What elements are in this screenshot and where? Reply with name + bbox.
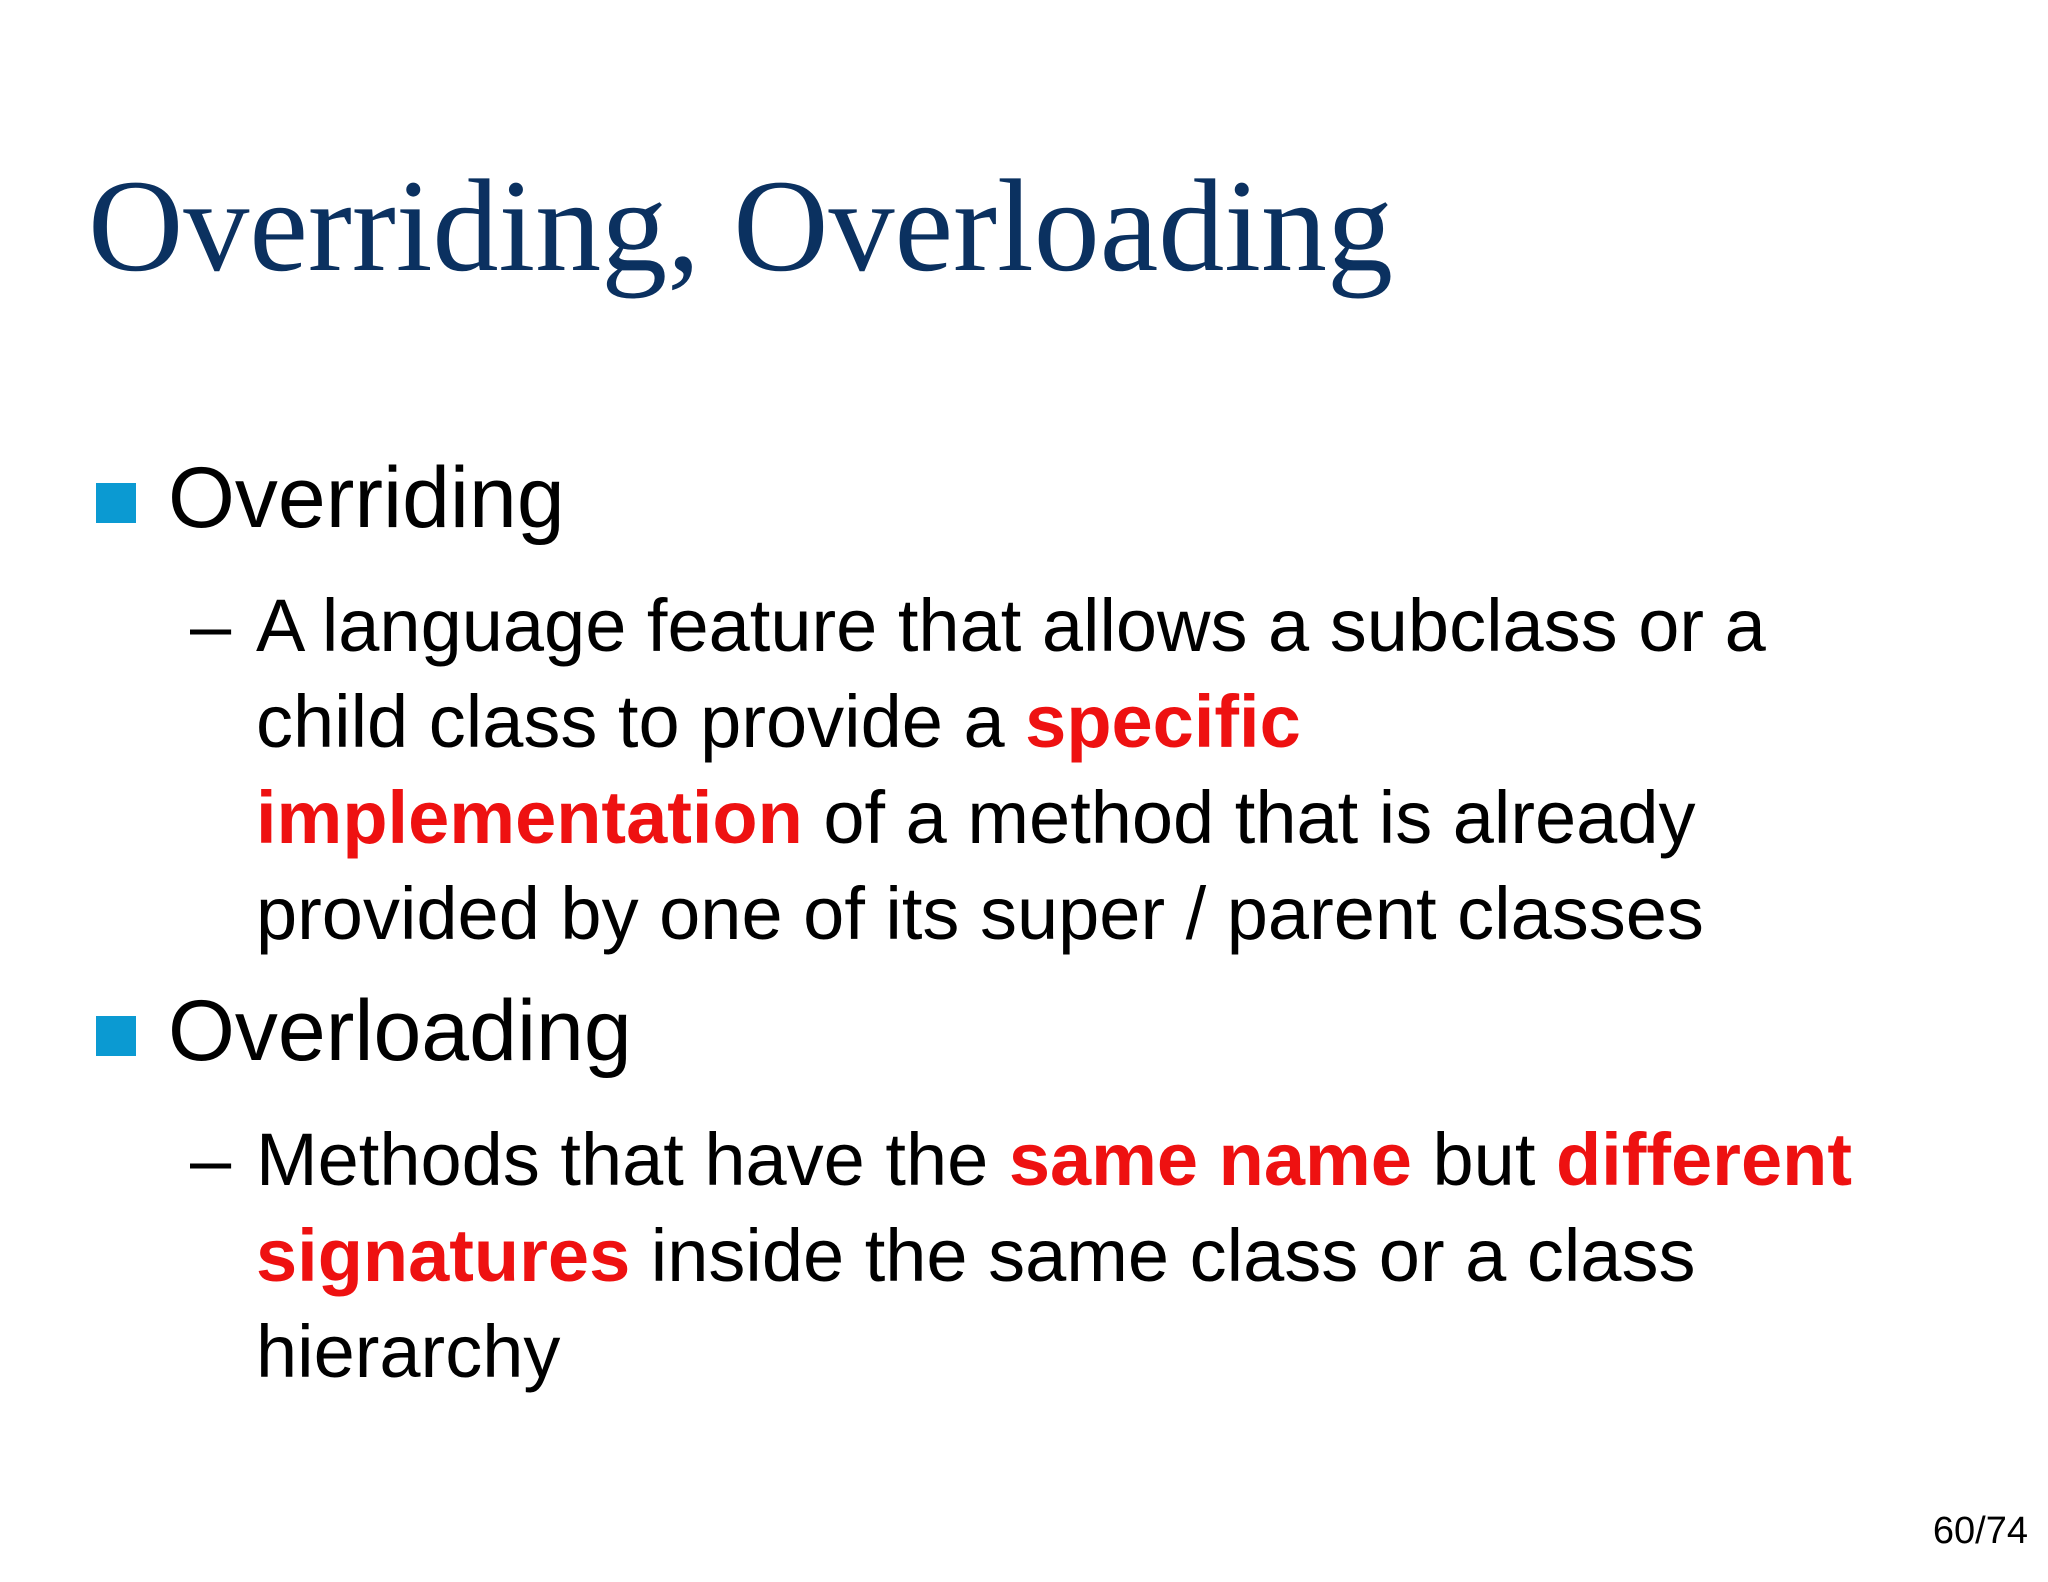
- dash-bullet-icon: –: [190, 1118, 232, 1201]
- text-line: [256, 1208, 2016, 1304]
- square-bullet-icon: [96, 1016, 136, 1056]
- highlighted-text: implementation: [256, 776, 803, 859]
- text-run: but: [1411, 1118, 1556, 1201]
- slide-title: Overriding, Overloading: [88, 152, 1393, 299]
- text-line: [256, 674, 2016, 770]
- square-bullet-icon: [96, 483, 136, 523]
- text-line: [256, 1112, 2016, 1208]
- text-run: of a method that is already: [802, 776, 1696, 859]
- text-run: provided by one of its super / parent classes: [256, 872, 1704, 955]
- text-line: [256, 770, 2016, 866]
- text-run: A language feature that allows a subclass or a: [256, 584, 1766, 667]
- sub-item-text: [256, 1112, 2016, 1400]
- highlighted-text: same name: [1008, 1118, 1412, 1201]
- text-line: [256, 578, 2016, 674]
- text-run: hierarchy: [256, 1310, 561, 1393]
- highlighted-text: specific: [1025, 680, 1301, 763]
- text-line: [256, 866, 2016, 962]
- text-run: inside the same class or a class: [630, 1214, 1696, 1297]
- sub-item-text: [256, 578, 2016, 962]
- bullet-label: Overriding: [168, 450, 565, 546]
- text-run: child class to provide a: [256, 680, 1026, 763]
- highlighted-text: different: [1555, 1118, 1852, 1201]
- bullet-label: Overloading: [168, 983, 632, 1079]
- page-number: 60/74: [1932, 1510, 2028, 1552]
- text-line: [256, 1304, 2016, 1400]
- dash-bullet-icon: –: [190, 584, 232, 667]
- text-run: Methods that have the: [256, 1118, 1009, 1201]
- highlighted-text: signatures: [256, 1214, 631, 1297]
